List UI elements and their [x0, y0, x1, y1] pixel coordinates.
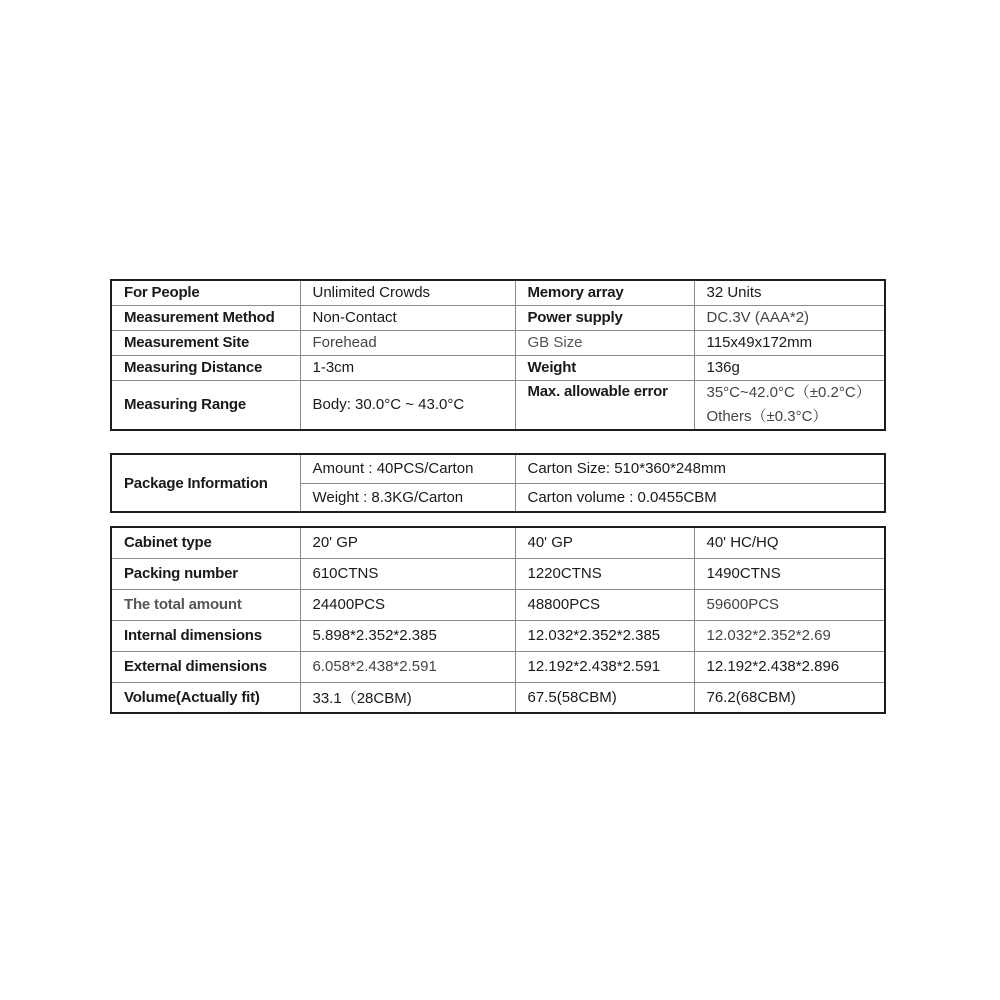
- spec-label: Power supply: [515, 305, 694, 330]
- cabinet-table: [110, 526, 886, 714]
- cabinet-cell: 33.1（28CBM): [300, 682, 515, 713]
- table-row: [111, 682, 885, 713]
- spec-value: 32 Units: [694, 280, 885, 305]
- cabinet-label: External dimensions: [111, 651, 300, 682]
- spec-label: Measurement Site: [111, 330, 300, 355]
- spec-label: Measuring Range: [111, 380, 300, 430]
- spec-value: 1-3cm: [300, 355, 515, 380]
- cabinet-cell: 40' HC/HQ: [694, 527, 885, 558]
- product-specs-table: [110, 279, 886, 431]
- spec-label: Measuring Distance: [111, 355, 300, 380]
- table-row: [111, 355, 885, 380]
- cabinet-cell: 12.032*2.352*2.385: [515, 620, 694, 651]
- spec-label: Max. allowable error: [515, 380, 694, 430]
- cabinet-cell: 48800PCS: [515, 589, 694, 620]
- spec-value: 136g: [694, 355, 885, 380]
- table-row: [111, 651, 885, 682]
- table-row: [111, 589, 885, 620]
- package-label: Package Information: [111, 454, 300, 512]
- carton-size: Carton Size: 510*360*248mm: [515, 454, 885, 483]
- cabinet-cell: 12.192*2.438*2.591: [515, 651, 694, 682]
- cabinet-cell: 12.032*2.352*2.69: [694, 620, 885, 651]
- table-row: [111, 280, 885, 305]
- spec-value: DC.3V (AAA*2): [694, 305, 885, 330]
- cabinet-label: Cabinet type: [111, 527, 300, 558]
- cabinet-cell: 610CTNS: [300, 558, 515, 589]
- cabinet-label: Packing number: [111, 558, 300, 589]
- spec-value: Non-Contact: [300, 305, 515, 330]
- cabinet-cell: 12.192*2.438*2.896: [694, 651, 885, 682]
- spec-label: Weight: [515, 355, 694, 380]
- spec-value: Body: 30.0°C ~ 43.0°C: [300, 380, 515, 430]
- cabinet-label: The total amount: [111, 589, 300, 620]
- spec-value: Forehead: [300, 330, 515, 355]
- table-row: [111, 620, 885, 651]
- table-row: [111, 527, 885, 558]
- cabinet-cell: 1220CTNS: [515, 558, 694, 589]
- table-row: [111, 454, 885, 483]
- table-row: [111, 330, 885, 355]
- error-range-line: 35°C~42.0°C（±0.2°C）: [706, 383, 871, 401]
- cabinet-cell: 20' GP: [300, 527, 515, 558]
- table-row: [111, 558, 885, 589]
- cabinet-cell: 6.058*2.438*2.591: [300, 651, 515, 682]
- spec-label: GB Size: [515, 330, 694, 355]
- spec-label: For People: [111, 280, 300, 305]
- cabinet-label: Internal dimensions: [111, 620, 300, 651]
- cabinet-label: Volume(Actually fit): [111, 682, 300, 713]
- spec-value: Unlimited Crowds: [300, 280, 515, 305]
- package-info-table: [110, 453, 886, 513]
- package-weight: Weight : 8.3KG/Carton: [300, 483, 515, 512]
- cabinet-cell: 67.5(58CBM): [515, 682, 694, 713]
- package-amount: Amount : 40PCS/Carton: [300, 454, 515, 483]
- table-row: [111, 305, 885, 330]
- cabinet-cell: 76.2(68CBM): [694, 682, 885, 713]
- spec-label: Memory array: [515, 280, 694, 305]
- cabinet-cell: 1490CTNS: [694, 558, 885, 589]
- table-row: [111, 380, 885, 430]
- error-others-line: Others（±0.3°C）: [706, 407, 828, 425]
- carton-volume: Carton volume : 0.0455CBM: [515, 483, 885, 512]
- cabinet-cell: 24400PCS: [300, 589, 515, 620]
- cabinet-cell: 40' GP: [515, 527, 694, 558]
- cabinet-cell: 5.898*2.352*2.385: [300, 620, 515, 651]
- spec-label: Measurement Method: [111, 305, 300, 330]
- spec-value: [694, 380, 885, 430]
- cabinet-cell: 59600PCS: [694, 589, 885, 620]
- spec-value: 115x49x172mm: [694, 330, 885, 355]
